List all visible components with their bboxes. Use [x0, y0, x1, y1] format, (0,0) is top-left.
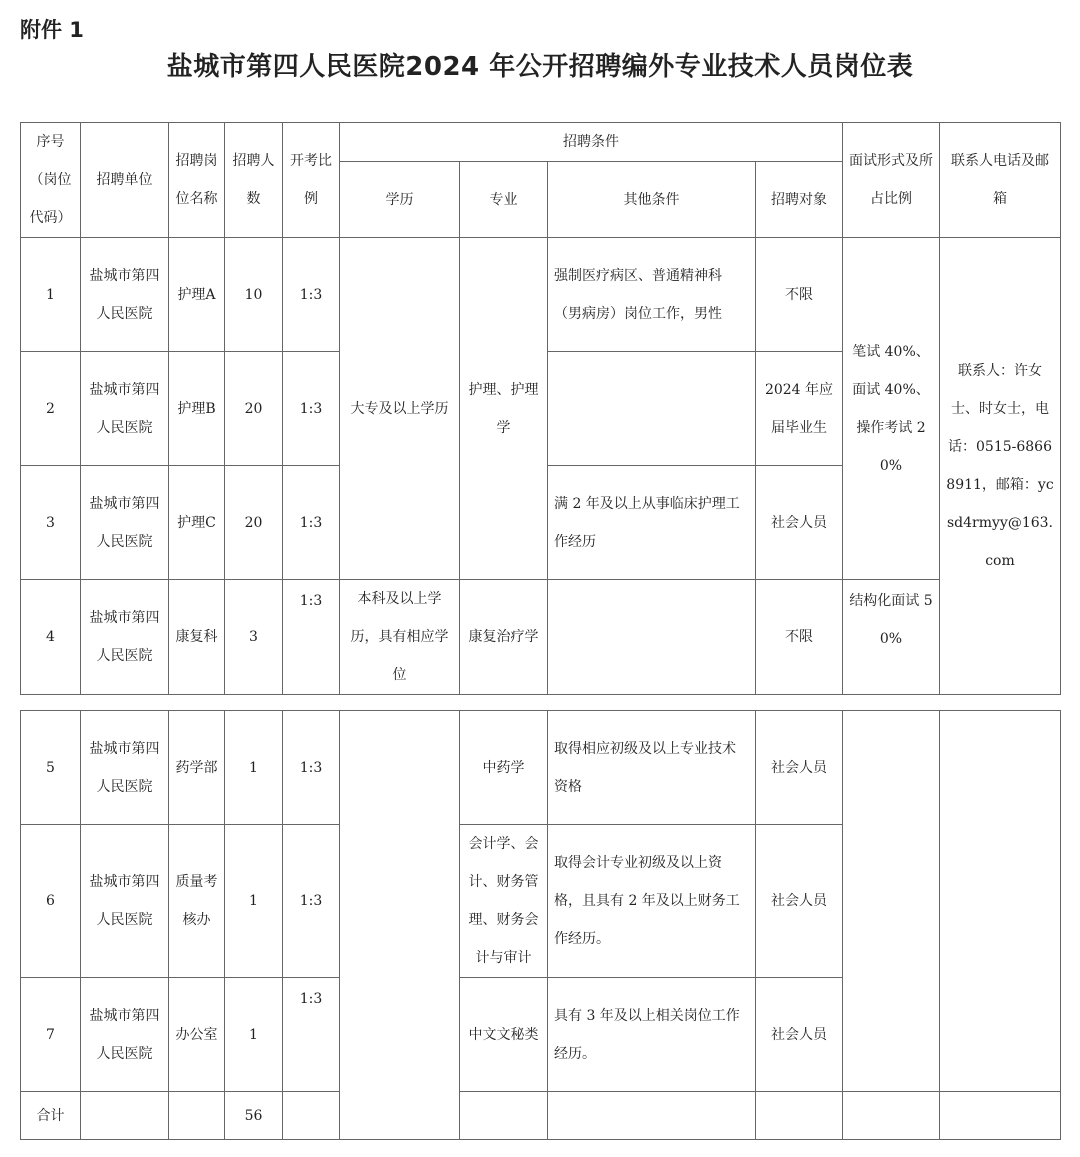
- cell-unit: 盐城市第四人民医院: [81, 711, 169, 825]
- cell-major: 中药学: [460, 711, 548, 825]
- cell-count: 20: [225, 466, 283, 580]
- cell-empty: [548, 1092, 756, 1140]
- page-title: 盐城市第四人民医院2024 年公开招聘编外专业技术人员岗位表: [166, 52, 914, 82]
- cell-empty: [81, 1092, 169, 1140]
- cell-other: 满 2 年及以上从事临床护理工作经历: [548, 466, 756, 580]
- table-row: [21, 238, 1061, 352]
- cell-unit: 盐城市第四人民医院: [81, 978, 169, 1092]
- cell-other: 取得相应初级及以上专业技术资格: [548, 711, 756, 825]
- cell-target: 社会人员: [756, 825, 843, 978]
- header-count: 招聘人数: [225, 123, 283, 238]
- cell-ratio: 1:3: [283, 352, 340, 466]
- cell-interview-empty: [843, 711, 940, 1092]
- cell-target: 不限: [756, 238, 843, 352]
- cell-unit: 盐城市第四人民医院: [81, 238, 169, 352]
- cell-seq: 6: [21, 825, 81, 978]
- cell-empty: [460, 1092, 548, 1140]
- cell-count: 1: [225, 825, 283, 978]
- cell-education-nursing: 大专及以上学历: [340, 238, 460, 580]
- cell-empty: [843, 1092, 940, 1140]
- cell-empty: [940, 1092, 1061, 1140]
- cell-ratio: 1:3: [283, 825, 340, 978]
- cell-ratio: 1:3: [283, 466, 340, 580]
- cell-unit: 盐城市第四人民医院: [81, 466, 169, 580]
- cell-major: 中文文秘类: [460, 978, 548, 1092]
- cell-other: 取得会计专业初级及以上资格，且具有 2 年及以上财务工作经历。: [548, 825, 756, 978]
- cell-seq: 1: [21, 238, 81, 352]
- cell-total-label: 合计: [21, 1092, 81, 1140]
- table-row: [21, 580, 1061, 695]
- header-unit: 招聘单位: [81, 123, 169, 238]
- cell-unit: 盐城市第四人民医院: [81, 825, 169, 978]
- cell-post: 办公室: [169, 978, 225, 1092]
- cell-target: 不限: [756, 580, 843, 695]
- cell-seq: 7: [21, 978, 81, 1092]
- cell-major-rehab: 康复治疗学: [460, 580, 548, 695]
- cell-contact: 联系人：许女士、时女士，电话：0515-68668911，邮箱：ycsd4rmyy@163.com: [940, 238, 1061, 695]
- header-interview: 面试形式及所占比例: [843, 123, 940, 238]
- positions-table-part-2: [20, 710, 1061, 1140]
- cell-count: 1: [225, 978, 283, 1092]
- cell-count: 1: [225, 711, 283, 825]
- header-other: 其他条件: [548, 162, 756, 238]
- cell-other: [548, 580, 756, 695]
- cell-contact-empty: [940, 711, 1061, 1092]
- cell-target: 社会人员: [756, 711, 843, 825]
- cell-unit: 盐城市第四人民医院: [81, 580, 169, 695]
- cell-interview-rehab: 结构化面试 50%: [843, 580, 940, 695]
- cell-ratio: 1:3: [283, 238, 340, 352]
- cell-education-rehab: 本科及以上学历，具有相应学位: [340, 580, 460, 695]
- cell-interview-nursing: 笔试 40%、面试 40%、操作考试 20%: [843, 238, 940, 580]
- cell-other: 强制医疗病区、普通精神科（男病房）岗位工作，男性: [548, 238, 756, 352]
- header-post: 招聘岗位名称: [169, 123, 225, 238]
- table-row: [21, 711, 1061, 825]
- cell-seq: 2: [21, 352, 81, 466]
- cell-total-count: 56: [225, 1092, 283, 1140]
- cell-major-nursing: 护理、护理学: [460, 238, 548, 580]
- header-contact: 联系人电话及邮箱: [940, 123, 1061, 238]
- cell-target: 2024 年应届毕业生: [756, 352, 843, 466]
- cell-empty: [283, 1092, 340, 1140]
- cell-target: 社会人员: [756, 466, 843, 580]
- cell-other: [548, 352, 756, 466]
- header-target: 招聘对象: [756, 162, 843, 238]
- cell-unit: 盐城市第四人民医院: [81, 352, 169, 466]
- cell-post: 康复科: [169, 580, 225, 695]
- cell-other: 具有 3 年及以上相关岗位工作经历。: [548, 978, 756, 1092]
- attachment-label: 附件 1: [20, 18, 84, 42]
- cell-post: 护理B: [169, 352, 225, 466]
- cell-post: 护理A: [169, 238, 225, 352]
- header-ratio: 开考比例: [283, 123, 340, 238]
- cell-count: 10: [225, 238, 283, 352]
- cell-count: 20: [225, 352, 283, 466]
- positions-table-part-1: [20, 122, 1061, 695]
- cell-seq: 4: [21, 580, 81, 695]
- header-major: 专业: [460, 162, 548, 238]
- header-education: 学历: [340, 162, 460, 238]
- cell-major: 会计学、会计、财务管理、财务会计与审计: [460, 825, 548, 978]
- cell-empty: [756, 1092, 843, 1140]
- cell-ratio: 1:3: [283, 580, 340, 695]
- cell-seq: 5: [21, 711, 81, 825]
- header-seq: 序号（岗位代码）: [21, 123, 81, 238]
- header-conditions: 招聘条件: [340, 123, 843, 162]
- cell-education-empty: [340, 711, 460, 1140]
- cell-post: 药学部: [169, 711, 225, 825]
- cell-count: 3: [225, 580, 283, 695]
- cell-ratio: 1:3: [283, 978, 340, 1092]
- cell-post: 护理C: [169, 466, 225, 580]
- cell-ratio: 1:3: [283, 711, 340, 825]
- cell-post: 质量考核办: [169, 825, 225, 978]
- cell-seq: 3: [21, 466, 81, 580]
- cell-target: 社会人员: [756, 978, 843, 1092]
- cell-empty: [169, 1092, 225, 1140]
- table-row-total: [21, 1092, 1061, 1140]
